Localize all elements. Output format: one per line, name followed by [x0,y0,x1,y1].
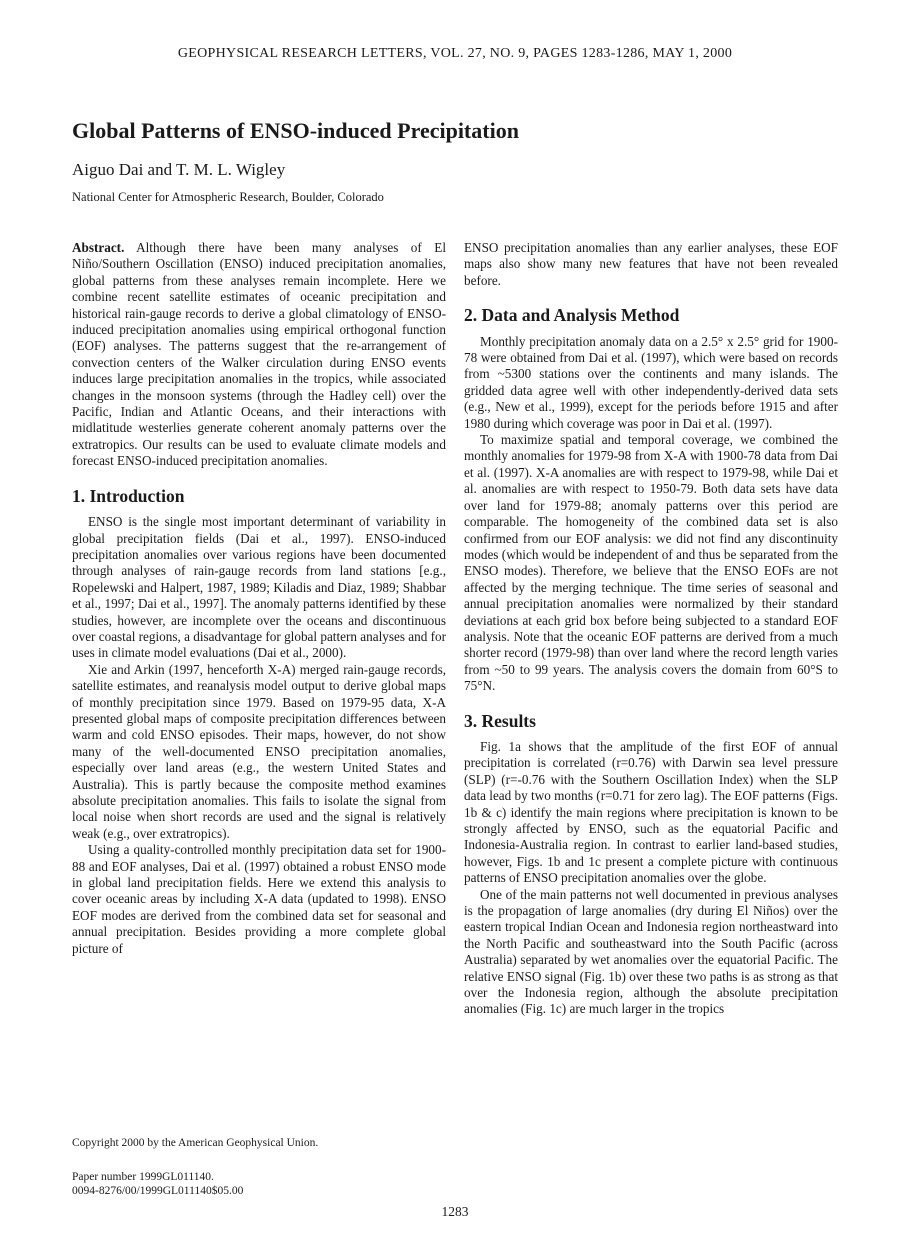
section-heading-results: 3. Results [464,710,536,731]
section-heading-data: 2. Data and Analysis Method [464,305,680,326]
intro-paragraph-3: Using a quality-controlled monthly precipitation data set for 1900-88 and EOF analyses, Dai et al. (1997) obtained a robust ENSO mode in global land precipitation fields. Here we extend this analysis to cover oceanic areas by including X-A data (updated to 1998). ENSO EOF modes are derived from the combined data set for seasonal and annual precipitation. Besides providing a more complete global picture of [72,842,446,956]
journal-header: GEOPHYSICAL RESEARCH LETTERS, VOL. 27, NO. 9, PAGES 1283-1286, MAY 1, 2000 [177,46,733,61]
section-heading-introduction: 1. Introduction [72,485,185,506]
right-column [464,240,838,1018]
results-paragraph-2: One of the main patterns not well documented in previous analyses is the propagation of large anomalies (dry during El Niños) over the eastern tropical Indian Ocean and Indonesia region northeastward into the North Pacific and southeastward into the South Pacific (across Australia) separated by wet anomalies over the equatorial Pacific. The relative ENSO signal (Fig. 1b) over these two paths is as strong as that over the Indonesia region, although the absolute precipitation anomalies (Fig. 1c) are much larger in the tropics [464,886,838,1017]
paper-number: Paper number 1999GL011140. [72,1171,214,1183]
data-paragraph-2: To maximize spatial and temporal coverage, we combined the monthly anomalies for 1979-98 from X-A with 1900-78 data from Dai et al. (1997). X-A anomalies are with respect to 1979-98, while Dai et al. anomalies are with respect to 1950-79. Both data sets have data over land for 1979-88; anomaly patterns over this period are comparable. The homogeneity of the combined data set is also confirmed from our EOF analysis: we did not find any discontinuity modes (which would be independent of and thus be separated from the ENSO modes). Therefore, we believe that the ENSO EOFs are not affected by the merging technique. The time series of seasonal and annual precipitation anomalies were normalized by their standard deviations at each grid box before being subjected to a standard EOF analysis. Note that the oceanic EOF patterns are derived from a much shorter record (1979-98) than over land where the record length varies from ~50 to 99 years. The analysis covers the domain from 60°S to 75°N. [464,432,838,694]
paper-authors: Aiguo Dai and T. M. L. Wigley [72,160,286,179]
article-code: 0094-8276/00/1999GL011140$05.00 [72,1185,244,1197]
intro-paragraph-1: ENSO is the single most important determinant of variability in global precipitation fields (Dai et al., 1997). ENSO-induced precipitation anomalies over various regions have been documented through analyses of rain-gauge records from land stations [e.g., Ropelewski and Halpert, 1987, 1989; Kiladis and Diaz, 1989; Shabbar et al., 1997; Dai et al., 1997]. The anomaly patterns identified by these studies, however, are incomplete over the oceans and discontinuous over coastal regions, a disadvantage for global pattern analyses and for uses in climate model evaluations (Dai et al., 2000). [72,514,446,661]
paper-title: Global Patterns of ENSO-induced Precipitation [72,118,519,143]
abstract-label: Abstract. [72,240,125,255]
abstract-paragraph [72,240,446,470]
abstract-text: Although there have been many analyses of El Niño/Southern Oscillation (ENSO) induced precipitation anomalies, global patterns from these analyses remain incomplete. Here we combine recent satellite estimates of oceanic precipitation and historical rain-gauge records to derive a global climatology of ENSO-induced precipitation anomalies using empirical orthogonal function (EOF) analyses. The patterns suggest that the re-arrangement of convection centers of the Walker circulation during ENSO events induces large precipitation anomalies in the tropics, while associated changes in the monsoon systems (through the Hadley cell) over the Pacific, Indian and Atlantic Oceans, and their interactions with midlatitude westerlies generate coherent anomaly patterns over the extratropics. Our results can be used to evaluate climate models and forecast ENSO-induced precipitation anomalies. [72,240,446,469]
data-paragraph-1: Monthly precipitation anomaly data on a 2.5° x 2.5° grid for 1900-78 were obtained from Dai et al. (1997), which were based on records from ~5300 stations over the continents and many islands. The gridded data agree well with other independently-derived data sets (e.g., New et al., 1999), except for the periods before 1915 and after 1980 during which coverage was poor in Dai et al. (1997). [464,333,838,431]
intro-paragraph-3-continued: ENSO precipitation anomalies than any earlier analyses, these EOF maps also show many new features that have not been revealed before. [464,240,838,288]
results-paragraph-1: Fig. 1a shows that the amplitude of the first EOF of annual precipitation is correlated (r=0.76) with Darwin sea level pressure (SLP) (r=-0.76 with the Southern Oscillation Index) when the SLP data lead by two months (r=0.71 for zero lag). The EOF patterns (Figs. 1b & c) identify the main regions where precipitation is known to be strongly affected by ENSO, such as the equatorial Pacific and Indonesia-Australia region. In contrast to earlier land-based studies, however, Figs. 1b and 1c present a complete picture with continuous patterns of ENSO precipitation anomalies over the globe. [464,738,838,886]
intro-paragraph-2: Xie and Arkin (1997, henceforth X-A) merged rain-gauge records, satellite estimates, and reanalysis model output to derive global maps of monthly precipitation since 1979. Based on 1979-95 data, X-A presented global maps of composite precipitation differences between warm and cold ENSO episodes. Their maps, however, do not show many of the well-documented ENSO precipitation anomalies, especially over land areas (e.g., the western United States and Australia). This is partly because the composite method examines absolute precipitation anomalies. This fails to isolate the signal from local noise when short records are used and the signal is relatively weak (e.g., over extratropics). [72,661,446,841]
copyright-notice: Copyright 2000 by the American Geophysical Union. [72,1137,319,1149]
page-number: 1283 [441,1204,469,1219]
left-column [72,240,446,957]
paper-affiliation: National Center for Atmospheric Research, Boulder, Colorado [72,190,384,204]
paper-number-block [72,1170,446,1198]
